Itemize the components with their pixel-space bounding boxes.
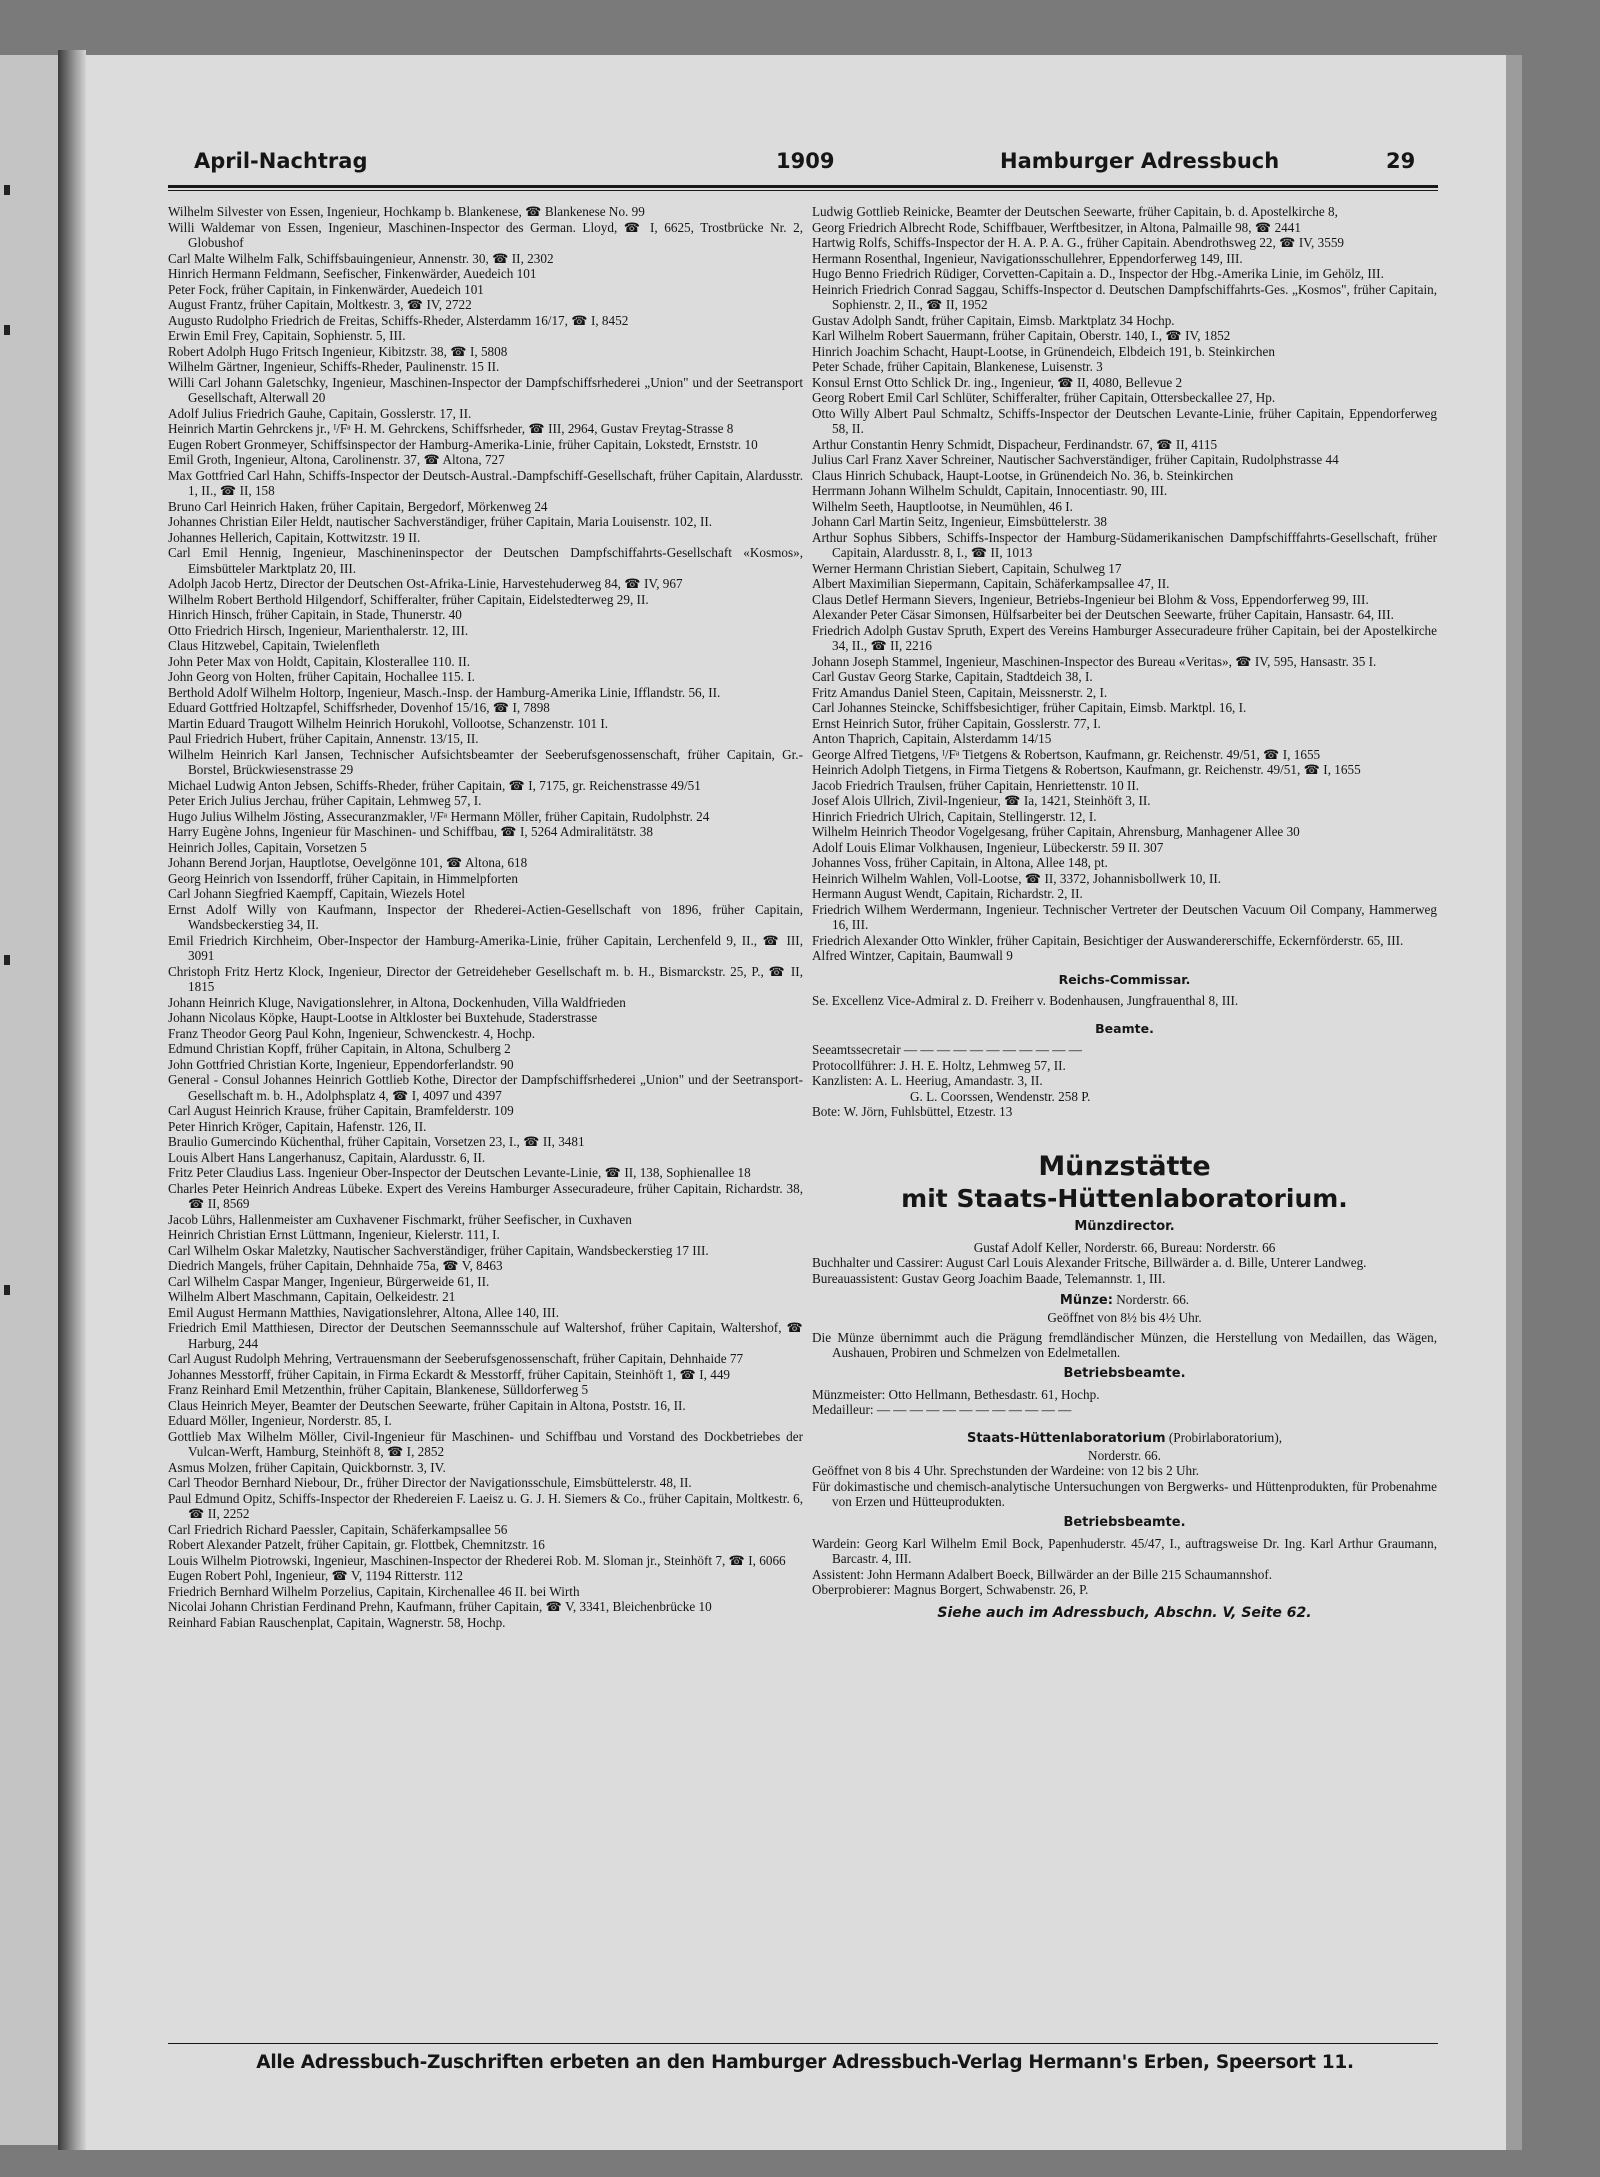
huetten-betrieb-title: Betriebsbeamte. xyxy=(1063,1514,1186,1530)
directory-entry: Johann Heinrich Kluge, Navigationslehrer, in Altona, Dockenhuden, Villa Waldfrieden xyxy=(168,994,626,1010)
directory-entry: Arthur Sophus Sibbers, Schiffs-Inspector der Hamburg-Südamerikanischen Dampfschifffahrts-Gesellschaft, früher Capitain, Alardusstr. 8, I., ☎ II, 1013 xyxy=(812,529,1437,560)
directory-entry: Wilhelm Seeth, Hauptlootse, in Neumühlen, 46 I. xyxy=(812,498,1073,514)
directory-entry: Johannes Hellerich, Capitain, Kottwitzstr. 19 II. xyxy=(168,529,421,545)
directory-entry: Arthur Constantin Henry Schmidt, Dispacheur, Ferdinandstr. 67, ☎ II, 4115 xyxy=(812,436,1218,452)
directory-entry: John Peter Max von Holdt, Capitain, Klosterallee 110. II. xyxy=(168,653,471,669)
directory-entry: Paul Edmund Opitz, Schiffs-Inspector der Rhedereien F. Laeisz u. G. J. H. Siemers & Co., früher Capitain, Moltkestr. 6, ☎ II, 2252 xyxy=(168,1490,803,1521)
header-rule-thin xyxy=(168,190,1438,191)
directory-entry: Wilhelm Silvester von Essen, Ingenieur, Hochkamp b. Blankenese, ☎ Blankenese No. 99 xyxy=(168,204,645,219)
directory-entry: Heinrich Martin Gehrckens jr., ᴵ/Fᵃ H. M. Gehrckens, Schiffsrheder, ☎ III, 2964, Gustav Freytag-Strasse 8 xyxy=(168,421,734,436)
directory-entry: Herrmann Johann Wilhelm Schuldt, Capitain, Innocentiastr. 90, III. xyxy=(812,483,1168,498)
directory-entry: John Georg von Holten, früher Capitain, Hochallee 115. I. xyxy=(168,669,475,684)
bureau-assistent: Bureauassistent: Gustav Georg Joachim Baade, Telemannstr. 1, III. xyxy=(812,1270,1166,1286)
directory-entry: Erwin Emil Frey, Capitain, Sophienstr. 5, III. xyxy=(168,328,406,343)
book-gutter xyxy=(58,50,86,2150)
directory-entry: Hermann August Wendt, Capitain, Richardstr. 2, II. xyxy=(812,886,1083,901)
director-title: Münzdirector. xyxy=(1074,1218,1175,1234)
huetten-subtitle: (Probirlaboratorium), xyxy=(1168,1429,1283,1445)
directory-entry: Claus Hitzwebel, Capitain, Twielenfleth xyxy=(168,638,380,653)
directory-entry: Wilhelm Albert Maschmann, Capitain, Oelkeidestr. 21 xyxy=(168,1289,456,1304)
directory-entry: Friedrich Wilhem Werdermann, Ingenieur. Technischer Vertreter der Deutschen Vacuum Oil Company, Hammerweg 16, III. xyxy=(812,901,1437,932)
directory-entry: Emil Friedrich Kirchheim, Ober-Inspector der Hamburg-Amerika-Linie, früher Capitain, Lerchenfeld 9, II., ☎ III, 3091 xyxy=(168,932,803,963)
margin-mark xyxy=(4,185,10,195)
muenze-label: Münze: xyxy=(1059,1293,1113,1308)
directory-entry: Carl Malte Wilhelm Falk, Schiffsbauingenieur, Annenstr. 30, ☎ II, 2302 xyxy=(168,250,554,266)
directory-entry: Paul Friedrich Hubert, früher Capitain, Annenstr. 13/15, II. xyxy=(168,731,479,746)
director: Gustaf Adolf Keller, Norderstr. 66, Bureau: Norderstr. 66 xyxy=(973,1239,1276,1255)
directory-entry: Heinrich Jolles, Capitain, Vorsetzen 5 xyxy=(168,839,367,855)
oberprobierer: Oberprobierer: Magnus Borgert, Schwabenstr. 26, P. xyxy=(812,1582,1089,1597)
directory-entry: Johannes Messtorff, früher Capitain, in Firma Eckardt & Messtorff, früher Capitain, Steinhöft 1, ☎ I, 449 xyxy=(168,1366,731,1382)
directory-entry: Wilhelm Gärtner, Ingenieur, Schiffs-Rheder, Paulinenstr. 15 II. xyxy=(168,359,500,374)
directory-entry: Diedrich Mangels, früher Capitain, Dehnhaide 75a, ☎ V, 8463 xyxy=(168,1258,503,1273)
directory-entry: Augusto Rudolpho Friedrich de Freitas, Schiffs-Rheder, Alsterdamm 16/17, ☎ I, 8452 xyxy=(168,312,629,328)
directory-entry: Martin Eduard Traugott Wilhelm Heinrich Horukohl, Vollootse, Schanzenstr. 101 I. xyxy=(168,715,609,731)
huetten-hours: Geöffnet von 8 bis 4 Uhr. Sprechstunden der Wardeine: von 12 bis 2 Uhr. xyxy=(812,1463,1200,1478)
directory-entry: Johann Nicolaus Köpke, Haupt-Lootse in Altkloster bei Buxtehude, Staderstrasse xyxy=(168,1010,598,1025)
header-year: 1909 xyxy=(776,149,835,173)
directory-entry: Emil August Hermann Matthies, Navigationslehrer, Altona, Allee 140, III. xyxy=(168,1304,559,1320)
directory-entry: Willi Waldemar von Essen, Ingenieur, Maschinen-Inspector des German. Lloyd, ☎ I, 6625, Trostbrücke Nr. 2, Globushof xyxy=(168,219,803,250)
directory-entry: Carl Theodor Bernhard Niebour, Dr., früher Director der Navigationsschule, Eimsbüttelerstr. 48, II. xyxy=(168,1475,692,1490)
muenze-subtitle: mit Staats-Hüttenlaboratorium. xyxy=(901,1183,1348,1213)
beamte-line: Bote: W. Jörn, Fuhlsbüttel, Etzestr. 13 xyxy=(812,1104,1013,1119)
directory-entry: Peter Hinrich Kröger, Capitain, Hafenstr. 126, II. xyxy=(168,1118,427,1134)
previous-page-edge xyxy=(0,55,58,2145)
directory-entry: Anton Thaprich, Capitain, Alsterdamm 14/15 xyxy=(812,731,1052,746)
directory-entry: Carl Emil Hennig, Ingenieur, Maschineninspector der Deutschen Dampfschiffahrts-Gesellschaft «Kosmos», Eimsbütteler Marktplatz 20, III. xyxy=(168,545,803,576)
directory-entry: Asmus Molzen, früher Capitain, Quickbornstr. 3, IV. xyxy=(168,1459,446,1475)
directory-entry: Otto Willy Albert Paul Schmaltz, Schiffs-Inspector der Deutschen Levante-Linie, früher Capitain, Eppendorferweg 58, II. xyxy=(812,405,1437,436)
directory-entry: Peter Schade, früher Capitain, Blankenese, Luisenstr. 3 xyxy=(812,359,1103,374)
directory-entry: Heinrich Wilhelm Wahlen, Voll-Lootse, ☎ II, 3372, Johannisbollwerk 10, II. xyxy=(812,870,1222,886)
directory-entry: Otto Friedrich Hirsch, Ingenieur, Marienthalerstr. 12, III. xyxy=(168,622,469,638)
directory-entry: Konsul Ernst Otto Schlick Dr. ing., Ingenieur, ☎ II, 4080, Bellevue 2 xyxy=(812,374,1183,390)
footer-rule xyxy=(168,2043,1438,2044)
directory-entry: Eduard Gottfried Holtzapfel, Schiffsrheder, Dovenhof 15/16, ☎ I, 7898 xyxy=(168,700,550,715)
directory-entry: Max Gottfried Carl Hahn, Schiffs-Inspector der Deutsch-Austral.-Dampfschiff-Gesellschaft, früher Capitain, Alardusstr. 1, II., ☎ II, 158 xyxy=(168,467,803,498)
directory-entry: General - Consul Johannes Heinrich Gottlieb Kothe, Director der Dampfschiffsrhederei „Union" und der Seetransport-Gesellschaft m. b. H., Adolphsplatz 4, ☎ I, 4097 und 4397 xyxy=(168,1072,803,1103)
directory-entry: George Alfred Tietgens, ᴵ/Fᵃ Tietgens & Robertson, Kaufmann, gr. Reichenstr. 49/51, ☎ I, 1655 xyxy=(812,746,1321,762)
directory-entry: Franz Reinhard Emil Metzenthin, früher Capitain, Blankenese, Sülldorferweg 5 xyxy=(168,1382,589,1397)
directory-entry: Reinhard Fabian Rauschenplat, Capitain, Wagnerstr. 58, Hochp. xyxy=(168,1614,506,1630)
directory-entry: Johann Joseph Stammel, Ingenieur, Maschinen-Inspector des Bureau «Veritas», ☎ IV, 595, Hansastr. 35 I. xyxy=(812,653,1377,669)
right-column xyxy=(812,204,1437,1621)
directory-entry: Emil Groth, Ingenieur, Altona, Carolinenstr. 37, ☎ Altona, 727 xyxy=(168,452,505,467)
left-column xyxy=(168,204,803,1630)
directory-entry: Franz Theodor Georg Paul Kohn, Ingenieur, Schwenckestr. 4, Hochp. xyxy=(168,1025,536,1041)
directory-entry: Heinrich Friedrich Conrad Saggau, Schiffs-Inspector d. Deutschen Dampfschiffahrts-Ges. „Kosmos", früher Capitain, Sophienstr. 2, II., ☎ II, 1952 xyxy=(812,281,1437,312)
directory-entry: Hinrich Hermann Feldmann, Seefischer, Finkenwärder, Auedeich 101 xyxy=(168,266,537,281)
page-number: 29 xyxy=(1386,149,1416,173)
muenzmeister: Münzmeister: Otto Hellmann, Bethesdastr. 61, Hochp. xyxy=(812,1386,1100,1402)
directory-entry: Willi Carl Johann Galetschky, Ingenieur, Maschinen-Inspector der Dampfschiffsrhederei „Union" und der Seetransport Gesellschaft, Alterwall 20 xyxy=(168,374,803,405)
directory-entry: Hartwig Rolfs, Schiffs-Inspector der H. A. P. A. G., früher Capitain. Abendrothsweg 22, ☎ IV, 3559 xyxy=(812,235,1345,250)
directory-entry: Werner Hermann Christian Siebert, Capitain, Schulweg 17 xyxy=(812,560,1122,576)
huetten-assistent: Assistent: John Hermann Adalbert Boeck, Billwärder an der Bille 215 Schaumannshof. xyxy=(812,1566,1273,1582)
directory-entry: Albert Maximilian Siepermann, Capitain, Schäferkampsallee 47, II. xyxy=(812,576,1170,591)
directory-entry: Gottlieb Max Wilhelm Möller, Civil-Ingenieur für Maschinen- und Schiffbau und Vorstand des Dockbetriebes der Vulcan-Werft, Hamburg, Steinhöft 8, ☎ I, 2852 xyxy=(168,1428,803,1459)
directory-entry: Johannes Voss, früher Capitain, in Altona, Allee 148, pt. xyxy=(812,855,1108,870)
directory-entry: Louis Wilhelm Piotrowski, Ingenieur, Maschinen-Inspector der Rhederei Rob. M. Sloman jr., Steinhöft 7, ☎ I, 6066 xyxy=(168,1552,786,1568)
directory-entry: Georg Friedrich Albrecht Rode, Schiffbauer, Werftbesitzer, in Altona, Palmaille 98, ☎ 2441 xyxy=(812,219,1301,235)
directory-entry: Julius Carl Franz Xaver Schreiner, Nautischer Sachverständiger, früher Capitain, Rudolphstrasse 44 xyxy=(812,452,1339,467)
muenze-betrieb-title: Betriebsbeamte. xyxy=(1063,1365,1186,1381)
directory-entry: Hinrich Friedrich Ulrich, Capitain, Stellingerstr. 12, I. xyxy=(812,808,1097,824)
directory-entry: Adolf Julius Friedrich Gauhe, Capitain, Gosslerstr. 17, II. xyxy=(168,405,472,421)
directory-entry: Claus Hinrich Schuback, Haupt-Lootse, in Grünendeich No. 36, b. Steinkirchen xyxy=(812,467,1234,483)
directory-entry: Alexander Peter Cäsar Simonsen, Hülfsarbeiter bei der Deutschen Seewarte, früher Capitain, Hansastr. 64, III. xyxy=(812,607,1394,622)
directory-entry: Wilhelm Heinrich Theodor Vogelgesang, früher Capitain, Ahrensburg, Manhagener Allee 30 xyxy=(812,824,1300,839)
directory-entry: Carl Gustav Georg Starke, Capitain, Stadtdeich 38, I. xyxy=(812,669,1093,684)
muenze-description: Die Münze übernimmt auch die Prägung fremdländischer Münzen, die Herstellung von Medaillen, das Wägen, Aushauen, Probiren und Schmelzen von Edelmetallen. xyxy=(812,1329,1437,1360)
directory-entry: Wilhelm Heinrich Karl Jansen, Technischer Aufsichtsbeamter der Seeberufsgenossenschaft, früher Capitain, Gr.-Borstel, Brückwiesenstrasse 29 xyxy=(168,746,803,777)
medailleur: Medailleur: — — — — — — — — — — — — xyxy=(812,1402,1072,1417)
directory-entry: Eduard Möller, Ingenieur, Norderstr. 85, I. xyxy=(168,1413,392,1428)
directory-entry: Louis Albert Hans Langerhanusz, Capitain, Alardusstr. 6, II. xyxy=(168,1149,486,1165)
muenze-title: Münzstätte xyxy=(1038,1150,1211,1182)
beamte-line: Protocollführer: J. H. E. Holtz, Lehmweg 57, II. xyxy=(812,1057,1066,1073)
directory-entry: Ernst Heinrich Sutor, früher Capitain, Gosslerstr. 77, I. xyxy=(812,715,1101,731)
directory-entry: Heinrich Adolph Tietgens, in Firma Tietgens & Robertson, Kaufmann, gr. Reichenstr. 49/51, ☎ I, 1655 xyxy=(812,762,1361,777)
directory-entry: Carl Johannes Steincke, Schiffsbesichtiger, früher Capitain, Eimsb. Marktpl. 16, I. xyxy=(812,700,1247,715)
directory-entry: Josef Alois Ullrich, Zivil-Ingenieur, ☎ Ia, 1421, Steinhöft 3, II. xyxy=(812,793,1151,808)
beamte-title: Beamte. xyxy=(1095,1020,1154,1036)
directory-entry: Adolf Louis Elimar Volkhausen, Ingenieur, Lübeckerstr. 59 II. 307 xyxy=(812,839,1164,855)
reichs-title: Reichs-Commissar. xyxy=(1058,971,1191,987)
directory-entry: Hugo Julius Wilhelm Jösting, Assecuranzmakler, ᴵ/Fᵃ Hermann Möller, früher Capitain, Rudolphstr. 24 xyxy=(168,808,710,824)
directory-entry: Fritz Amandus Daniel Steen, Capitain, Meissnerstr. 2, I. xyxy=(812,684,1108,700)
muenze-hours: Geöffnet von 8½ bis 4½ Uhr. xyxy=(1047,1310,1202,1325)
directory-entry: Claus Detlef Hermann Sievers, Ingenieur, Betriebs-Ingenieur bei Blohm & Voss, Eppendorferweg 99, III. xyxy=(812,591,1369,607)
directory-entry: Eugen Robert Pohl, Ingenieur, ☎ V, 1194 Ritterstr. 112 xyxy=(168,1568,464,1583)
directory-entry: Heinrich Christian Ernst Lüttmann, Ingenieur, Kielerstr. 111, I. xyxy=(168,1227,500,1242)
header-title: Hamburger Adressbuch xyxy=(1000,149,1280,173)
directory-entry: Peter Erich Julius Jerchau, früher Capitain, Lehmweg 57, I. xyxy=(168,793,482,808)
directory-entry: Braulio Gumercindo Küchenthal, früher Capitain, Vorsetzen 23, I., ☎ II, 3481 xyxy=(168,1134,585,1149)
directory-entry: Berthold Adolf Wilhelm Holtorp, Ingenieur, Masch.-Insp. der Hamburg-Amerika Linie, Ifflandstr. 56, II. xyxy=(168,684,721,700)
directory-entry: Friedrich Bernhard Wilhelm Porzelius, Capitain, Kirchenallee 46 II. bei Wirth xyxy=(168,1583,580,1599)
directory-entry: Johann Carl Martin Seitz, Ingenieur, Eimsbüttelerstr. 38 xyxy=(812,514,1108,529)
directory-entry: Hermann Rosenthal, Ingenieur, Navigationsschullehrer, Eppendorferweg 149, III. xyxy=(812,250,1243,266)
huetten-address: Norderstr. 66. xyxy=(1088,1447,1161,1463)
margin-mark xyxy=(4,1285,10,1295)
directory-entry: Gustav Adolph Sandt, früher Capitain, Eimsb. Marktplatz 34 Hochp. xyxy=(812,312,1175,328)
directory-entry: Edmund Christian Kopff, früher Capitain, in Altona, Schulberg 2 xyxy=(168,1041,511,1056)
directory-entry: Fritz Peter Claudius Lass. Ingenieur Ober-Inspector der Deutschen Levante-Linie, ☎ II, 138, Sophienallee 18 xyxy=(168,1165,751,1180)
directory-entry: Ludwig Gottlieb Reinicke, Beamter der Deutschen Seewarte, früher Capitain, b. d. Apostelkirche 8, xyxy=(812,204,1338,219)
directory-entry: Carl Johann Siegfried Kaempff, Capitain, Wiezels Hotel xyxy=(168,886,466,901)
wardein: Wardein: Georg Karl Wilhelm Emil Bock, Papenhuderstr. 45/47, I., auftragsweise Dr. Ing. Karl Arthur Graumann, Barcastr. 4, III. xyxy=(812,1535,1437,1566)
header-left: April-Nachtrag xyxy=(194,149,368,173)
margin-mark xyxy=(4,325,10,335)
directory-entry: Wilhelm Robert Berthold Hilgendorf, Schifferalter, früher Capitain, Eidelstedterweg 29, II. xyxy=(168,591,649,607)
page-edge xyxy=(1506,55,1522,2150)
directory-entry: John Gottfried Christian Korte, Ingenieur, Eppendorferlandstr. 90 xyxy=(168,1056,514,1072)
directory-entry: Carl Wilhelm Oskar Maletzky, Nautischer Sachverständiger, früher Capitain, Wandsbeckerstieg 17 III. xyxy=(168,1242,709,1258)
directory-entry: Friedrich Emil Matthiesen, Director der Deutschen Seemannsschule auf Waltershof, früher Capitain, Waltershof, ☎ Harburg, 244 xyxy=(168,1320,803,1351)
beamte-line: G. L. Coorssen, Wendenstr. 258 P. xyxy=(910,1088,1091,1104)
directory-entry: Claus Heinrich Meyer, Beamter der Deutschen Seewarte, früher Capitain in Altona, Poststr. 16, II. xyxy=(168,1397,686,1413)
huetten-title: Staats-Hüttenlaboratorium xyxy=(966,1430,1166,1446)
directory-entry: Johannes Christian Eiler Heldt, nautischer Sachverständiger, früher Capitain, Maria Louisenstr. 102, II. xyxy=(168,514,713,529)
right-entries xyxy=(812,204,1437,964)
directory-entry: Georg Heinrich von Issendorff, früher Capitain, in Himmelpforten xyxy=(168,870,518,886)
directory-entry: Robert Adolph Hugo Fritsch Ingenieur, Kibitzstr. 38, ☎ I, 5808 xyxy=(168,343,508,359)
cross-reference: Siehe auch im Adressbuch, Abschn. V, Seite 62. xyxy=(937,1604,1312,1621)
directory-entry: Christoph Fritz Hertz Klock, Ingenieur, Director der Getreideheber Gesellschaft m. b. H., Bismarckstr. 25, P., ☎ II, 1815 xyxy=(168,963,803,994)
directory-entry: Carl Friedrich Richard Paessler, Capitain, Schäferkampsallee 56 xyxy=(168,1521,508,1537)
directory-entry: Alfred Wintzer, Capitain, Baumwall 9 xyxy=(812,948,1013,963)
directory-entry: Michael Ludwig Anton Jebsen, Schiffs-Rheder, früher Capitain, ☎ I, 7175, gr. Reichenstrasse 49/51 xyxy=(168,777,701,793)
directory-entry: Hinrich Joachim Schacht, Haupt-Lootse, in Grünendeich, Elbdeich 191, b. Steinkirchen xyxy=(812,343,1275,359)
directory-entry: Georg Robert Emil Carl Schlüter, Schifferalter, früher Capitain, Ottersbeckallee 27, Hp. xyxy=(812,390,1276,405)
directory-entry: Adolph Jacob Hertz, Director der Deutschen Ost-Afrika-Linie, Harvestehuderweg 84, ☎ IV, 967 xyxy=(168,576,683,591)
buchhalter: Buchhalter und Cassirer: August Carl Louis Alexander Fritsche, Billwärder a. d. Bille, Unterer Landweg. xyxy=(812,1255,1367,1270)
reichs-commissar: Se. Excellenz Vice-Admiral z. D. Freiherr v. Bodenhausen, Jungfrauenthal 8, III. xyxy=(812,993,1239,1008)
header-rule xyxy=(168,185,1438,188)
directory-entry: Johann Berend Jorjan, Hauptlotse, Oevelgönne 101, ☎ Altona, 618 xyxy=(168,855,528,870)
directory-entry: Nicolai Johann Christian Ferdinand Prehn, Kaufmann, früher Capitain, ☎ V, 3341, Bleichenbrücke 10 xyxy=(168,1599,712,1614)
directory-entry: Ernst Adolf Willy von Kaufmann, Inspector der Rhederei-Actien-Gesellschaft von 1896, früher Capitain, Wandsbeckerstieg 34, II. xyxy=(168,901,803,932)
directory-entry: Karl Wilhelm Robert Sauermann, früher Capitain, Oberstr. 140, I., ☎ IV, 1852 xyxy=(812,328,1231,343)
footer-notice: Alle Adressbuch-Zuschriften erbeten an den Hamburger Adressbuch-Verlag Hermann's Erben, Speersort 11. xyxy=(256,2052,1354,2073)
muenze-address: Norderstr. 66. xyxy=(1116,1292,1190,1307)
running-header xyxy=(168,149,1430,183)
directory-entry: Robert Alexander Patzelt, früher Capitain, gr. Flottbek, Chemnitzstr. 16 xyxy=(168,1537,545,1552)
directory-entry: Jacob Friedrich Traulsen, früher Capitain, Henriettenstr. 10 II. xyxy=(812,777,1140,793)
directory-entry: Bruno Carl Heinrich Haken, früher Capitain, Bergedorf, Mörkenweg 24 xyxy=(168,498,548,514)
directory-entry: Harry Eugène Johns, Ingenieur für Maschinen- und Schiffbau, ☎ I, 5264 Admiralitätstr. 38 xyxy=(168,824,653,839)
directory-entry: Friedrich Alexander Otto Winkler, früher Capitain, Besichtiger der Auswandererschiffe, Eckernförderstr. 65, III. xyxy=(812,932,1404,948)
huetten-description: Für dokimastische und chemisch-analytische Untersuchungen von Bergwerks- und Hüttenprodukten, für Probenahme von Erzen und Hütteuprodukten. xyxy=(812,1478,1437,1509)
directory-entry: Peter Fock, früher Capitain, in Finkenwärder, Auedeich 101 xyxy=(168,281,484,297)
directory-entry: Carl August Rudolph Mehring, Vertrauensmann der Seeberufsgenossenschaft, früher Capitain, Dehnhaide 77 xyxy=(168,1351,744,1366)
directory-entry: Carl Wilhelm Caspar Manger, Ingenieur, Bürgerweide 61, II. xyxy=(168,1273,490,1289)
margin-mark xyxy=(4,955,10,965)
directory-entry: Eugen Robert Gronmeyer, Schiffsinspector der Hamburg-Amerika-Linie, früher Capitain, Lokstedt, Ernststr. 10 xyxy=(168,436,758,452)
directory-entry: Friedrich Adolph Gustav Spruth, Expert des Vereins Hamburger Assecuradeure früher Capitain, bei der Apostelkirche 34, II., ☎ II, 2216 xyxy=(812,622,1437,653)
directory-entry: Carl August Heinrich Krause, früher Capitain, Bramfelderstr. 109 xyxy=(168,1103,514,1118)
directory-entry: August Frantz, früher Capitain, Moltkestr. 3, ☎ IV, 2722 xyxy=(168,297,472,312)
directory-entry: Charles Peter Heinrich Andreas Lübeke. Expert des Vereins Hamburger Assecuradeure, früher Capitain, Richardstr. 38, ☎ II, 8569 xyxy=(168,1180,803,1211)
beamte-line: Kanzlisten: A. L. Heeriug, Amandastr. 3, II. xyxy=(812,1073,1043,1088)
beamte-line: Seeamtssecretair — — — — — — — — — — — xyxy=(812,1042,1082,1057)
directory-entry: Hugo Benno Friedrich Rüdiger, Corvetten-Capitain a. D., Inspector der Hbg.-Amerika Linie, im Gehölz, III. xyxy=(812,266,1384,281)
directory-entry: Hinrich Hinsch, früher Capitain, in Stade, Thunerstr. 40 xyxy=(168,607,462,622)
directory-entry: Jacob Lührs, Hallenmeister am Cuxhavener Fischmarkt, früher Seefischer, in Cuxhaven xyxy=(168,1211,632,1227)
